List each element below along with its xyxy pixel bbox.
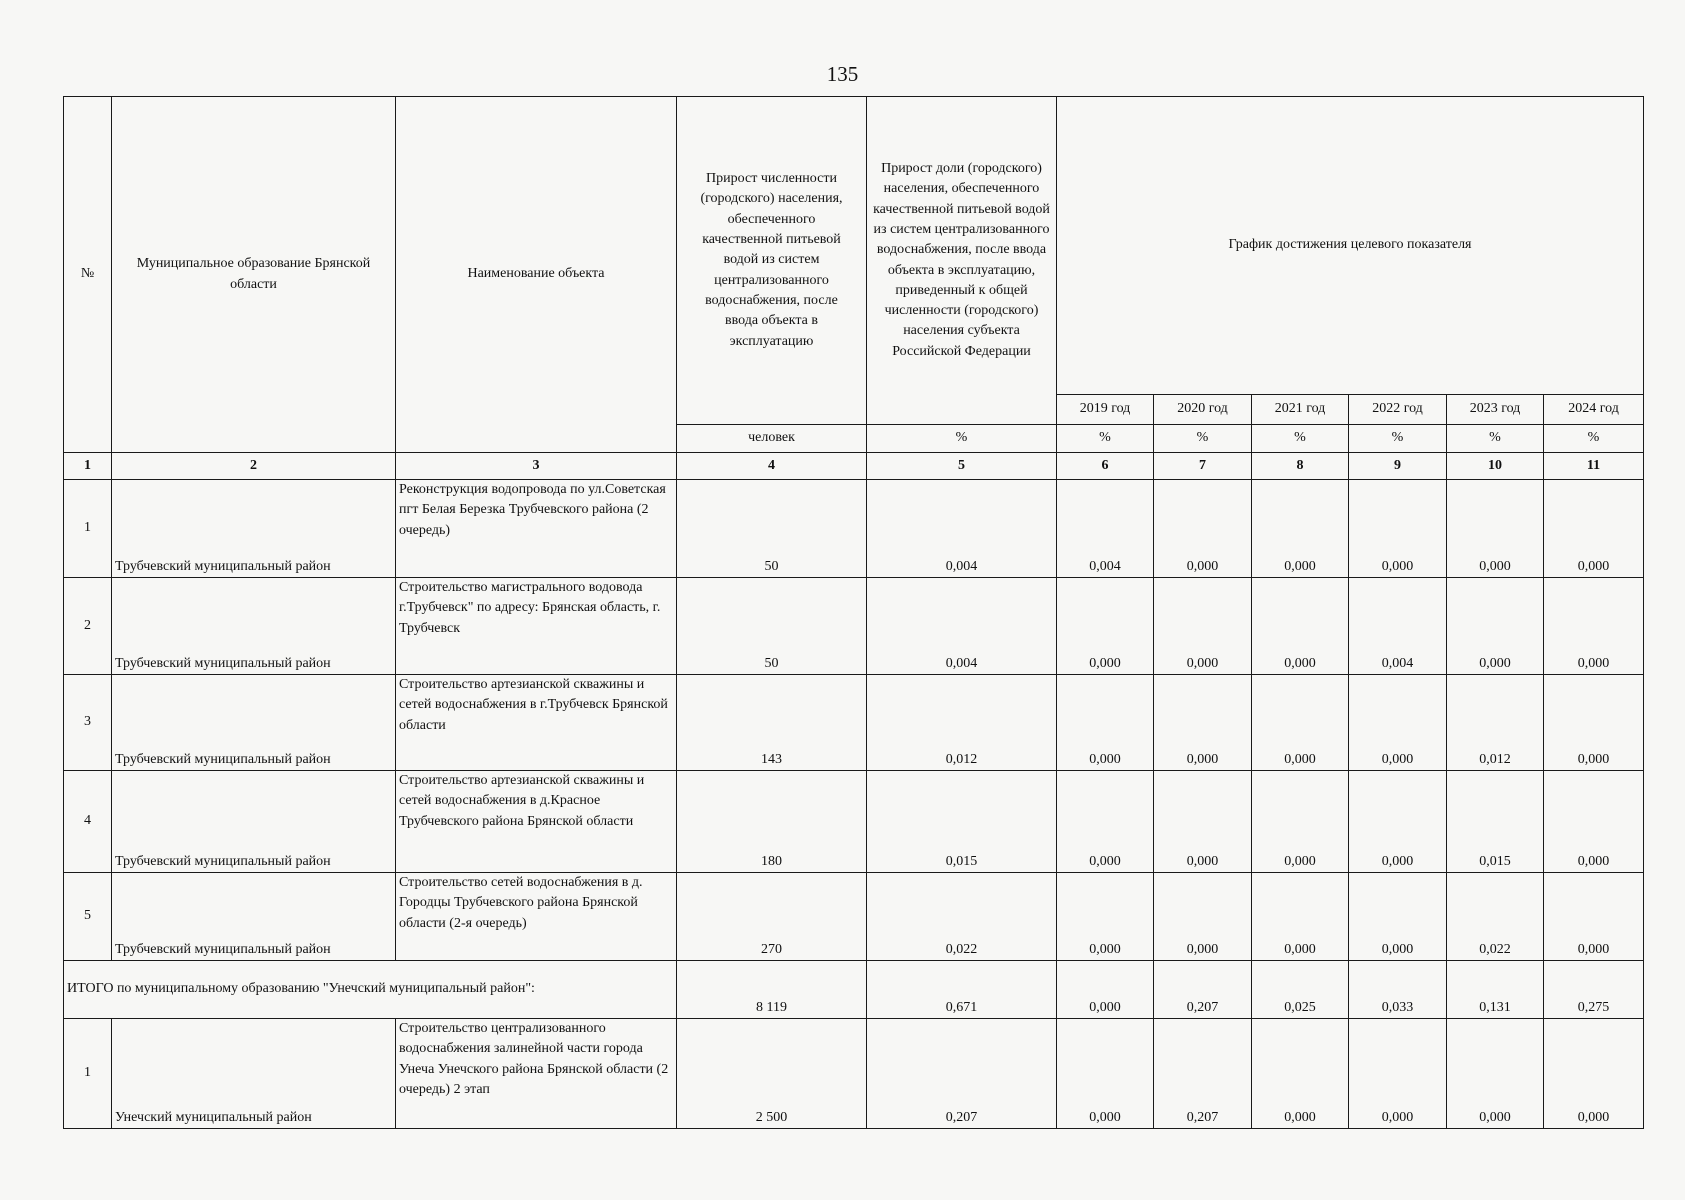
year-value-cell: 0,004: [1057, 480, 1154, 578]
table-row: [64, 873, 1644, 961]
row-number: 3: [64, 675, 112, 771]
object-name-cell: Строительство артезианской скважины и сетей водоснабжения в г.Трубчевск Брянской области: [396, 675, 677, 771]
people-cell: 50: [677, 480, 867, 578]
share-cell: 0,012: [867, 675, 1057, 771]
year-value-cell: 0,000: [1447, 480, 1544, 578]
object-name-cell: Строительство сетей водоснабжения в д. Городцы Трубчевского района Брянской области (2-я очередь): [396, 873, 677, 961]
object-name-cell: Строительство артезианской скважины и сетей водоснабжения в д.Красное Трубчевского района Брянской области: [396, 771, 677, 873]
municipality-cell: Трубчевский муниципальный район: [112, 873, 396, 961]
unit-percent: %: [1252, 425, 1349, 453]
column-number: 10: [1447, 453, 1544, 480]
year-value-cell: 0,000: [1252, 873, 1349, 961]
column-number: 7: [1154, 453, 1252, 480]
year-value-cell: 0,000: [1057, 578, 1154, 675]
column-number: 1: [64, 453, 112, 480]
column-number: 5: [867, 453, 1057, 480]
column-number-row: [64, 453, 1644, 480]
total-year-value-cell: 0,131: [1447, 961, 1544, 1019]
year-value-cell: 0,000: [1057, 675, 1154, 771]
page-number: 135: [826, 62, 859, 86]
year-value-cell: 0,022: [1447, 873, 1544, 961]
year-value-cell: 0,207: [1154, 1019, 1252, 1129]
share-cell: 0,207: [867, 1019, 1057, 1129]
year-value-cell: 0,000: [1154, 771, 1252, 873]
header-population-growth: Прирост численности (городского) населения, обеспеченного качественной питьевой водой из систем централизованного водоснабжения, после ввода объекта в эксплуатацию: [677, 97, 867, 425]
year-value-cell: 0,000: [1447, 1019, 1544, 1129]
total-row: [64, 961, 1644, 1019]
column-number: 6: [1057, 453, 1154, 480]
unit-percent: %: [1544, 425, 1644, 453]
row-number: 4: [64, 771, 112, 873]
target-indicator-table: [63, 96, 1644, 1129]
municipality-cell: Трубчевский муниципальный район: [112, 480, 396, 578]
total-year-value-cell: 0,207: [1154, 961, 1252, 1019]
year-value-cell: 0,000: [1349, 1019, 1447, 1129]
municipality-cell: Трубчевский муниципальный район: [112, 578, 396, 675]
header-object-name: Наименование объекта: [396, 97, 677, 453]
column-number: 4: [677, 453, 867, 480]
unit-percent: %: [1447, 425, 1544, 453]
year-value-cell: 0,000: [1349, 675, 1447, 771]
total-share-cell: 0,671: [867, 961, 1057, 1019]
year-value-cell: 0,000: [1349, 771, 1447, 873]
year-value-cell: 0,004: [1349, 578, 1447, 675]
share-cell: 0,004: [867, 578, 1057, 675]
year-value-cell: 0,000: [1544, 675, 1644, 771]
column-number: 11: [1544, 453, 1644, 480]
header-no: №: [64, 97, 112, 453]
object-name-cell: Строительство магистрального водовода г.Трубчевск" по адресу: Брянская область, г. Трубчевск: [396, 578, 677, 675]
year-value-cell: 0,000: [1447, 578, 1544, 675]
unit-percent: %: [1057, 425, 1154, 453]
total-people-cell: 8 119: [677, 961, 867, 1019]
header-year-2021: 2021 год: [1252, 395, 1349, 425]
header-year-2020: 2020 год: [1154, 395, 1252, 425]
header-year-2019: 2019 год: [1057, 395, 1154, 425]
column-number: 2: [112, 453, 396, 480]
object-name-cell: Строительство централизованного водоснабжения залинейной части города Унеча Унечского района Брянской области (2 очередь) 2 этап: [396, 1019, 677, 1129]
year-value-cell: 0,000: [1252, 578, 1349, 675]
year-value-cell: 0,015: [1447, 771, 1544, 873]
municipality-cell: Унечский муниципальный район: [112, 1019, 396, 1129]
year-value-cell: 0,000: [1154, 873, 1252, 961]
column-number: 3: [396, 453, 677, 480]
table-row: [64, 675, 1644, 771]
year-value-cell: 0,000: [1057, 1019, 1154, 1129]
total-year-value-cell: 0,275: [1544, 961, 1644, 1019]
total-year-value-cell: 0,000: [1057, 961, 1154, 1019]
year-value-cell: 0,000: [1544, 578, 1644, 675]
unit-percent: %: [867, 425, 1057, 453]
year-value-cell: 0,000: [1349, 873, 1447, 961]
share-cell: 0,015: [867, 771, 1057, 873]
table-row: [64, 480, 1644, 578]
year-value-cell: 0,000: [1544, 1019, 1644, 1129]
table-row: [64, 771, 1644, 873]
header-municipality: Муниципальное образование Брянской области: [112, 97, 396, 453]
municipality-cell: Трубчевский муниципальный район: [112, 675, 396, 771]
people-cell: 143: [677, 675, 867, 771]
row-number: 5: [64, 873, 112, 961]
year-value-cell: 0,000: [1057, 873, 1154, 961]
people-cell: 50: [677, 578, 867, 675]
year-value-cell: 0,000: [1154, 480, 1252, 578]
year-value-cell: 0,000: [1349, 480, 1447, 578]
people-cell: 180: [677, 771, 867, 873]
municipality-cell: Трубчевский муниципальный район: [112, 771, 396, 873]
year-value-cell: 0,000: [1154, 675, 1252, 771]
object-name-cell: Реконструкция водопровода по ул.Советская пгт Белая Березка Трубчевского района (2 очередь): [396, 480, 677, 578]
year-value-cell: 0,012: [1447, 675, 1544, 771]
year-value-cell: 0,000: [1252, 675, 1349, 771]
share-cell: 0,004: [867, 480, 1057, 578]
total-label: ИТОГО по муниципальному образованию "Унечский муниципальный район":: [64, 961, 677, 1019]
year-value-cell: 0,000: [1252, 1019, 1349, 1129]
year-value-cell: 0,000: [1057, 771, 1154, 873]
year-value-cell: 0,000: [1544, 873, 1644, 961]
row-number: 2: [64, 578, 112, 675]
year-value-cell: 0,000: [1252, 480, 1349, 578]
people-cell: 270: [677, 873, 867, 961]
total-year-value-cell: 0,025: [1252, 961, 1349, 1019]
header-year-2022: 2022 год: [1349, 395, 1447, 425]
share-cell: 0,022: [867, 873, 1057, 961]
year-value-cell: 0,000: [1154, 578, 1252, 675]
row-number: 1: [64, 1019, 112, 1129]
column-number: 9: [1349, 453, 1447, 480]
table-row: [64, 1019, 1644, 1129]
header-year-2023: 2023 год: [1447, 395, 1544, 425]
year-value-cell: 0,000: [1252, 771, 1349, 873]
header-share-growth: Прирост доли (городского) населения, обеспеченного качественной питьевой водой из систем централизованного водоснабжения, после ввода объекта в эксплуатацию, приведенный к общей численности (городского) населения субъекта Российской Федерации: [867, 97, 1057, 425]
year-value-cell: 0,000: [1544, 480, 1644, 578]
header-schedule: График достижения целевого показателя: [1057, 97, 1644, 395]
unit-people: человек: [677, 425, 867, 453]
people-cell: 2 500: [677, 1019, 867, 1129]
year-value-cell: 0,000: [1544, 771, 1644, 873]
header-year-2024: 2024 год: [1544, 395, 1644, 425]
unit-percent: %: [1349, 425, 1447, 453]
column-number: 8: [1252, 453, 1349, 480]
row-number: 1: [64, 480, 112, 578]
table-row: [64, 578, 1644, 675]
unit-percent: %: [1154, 425, 1252, 453]
total-year-value-cell: 0,033: [1349, 961, 1447, 1019]
